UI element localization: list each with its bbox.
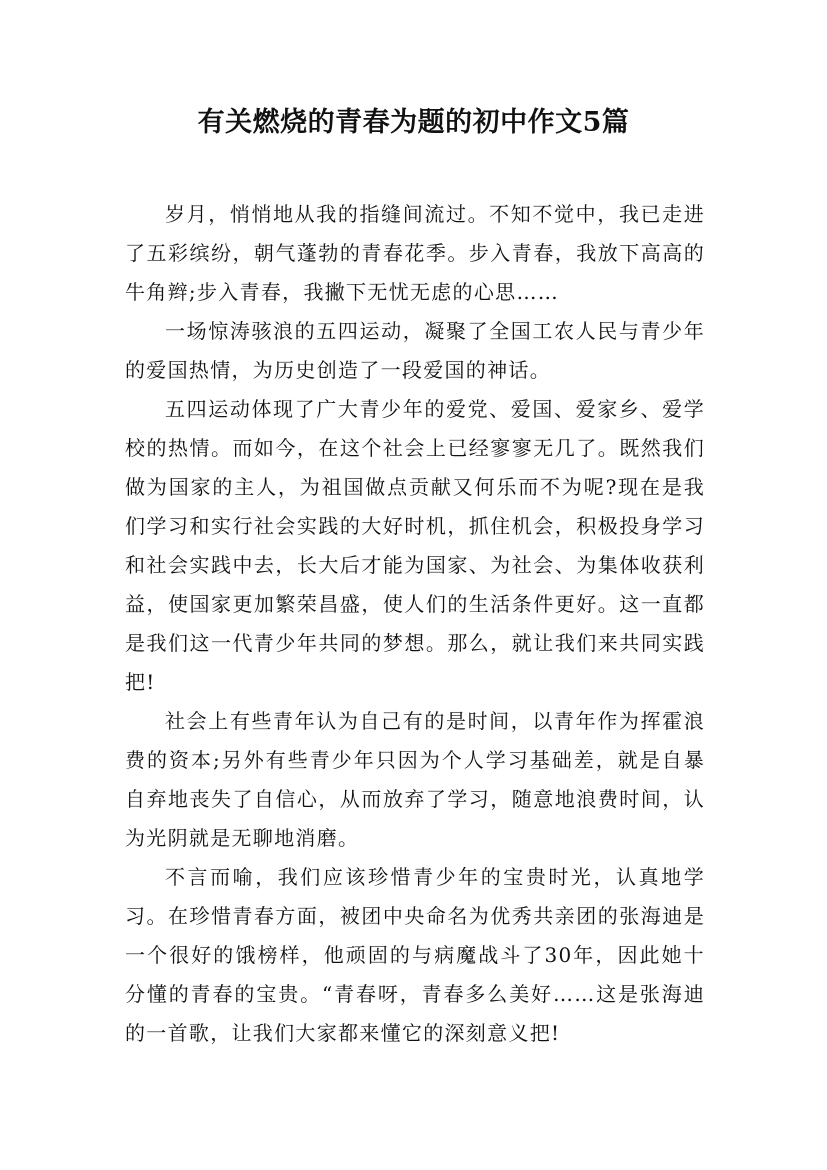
paragraph-2: 一场惊涛骇浪的五四运动，凝聚了全国工农人民与青少年的爱国热情，为历史创造了一段爱国的神话。 — [125, 319, 705, 382]
document-title: 有关燃烧的青春为题的初中作文5篇 — [197, 107, 630, 138]
paragraph-3: 五四运动体现了广大青少年的爱党、爱国、爱家乡、爱学校的热情。而如今，在这个社会上已经寥寥无几了。既然我们做为国家的主人，为祖国做点贡献又何乐而不为呢?现在是我们学习和实行社会实践的大好时机，抓住机会，积极投身学习和社会实践中去，长大后才能为国家、为社会、为集体收获利益，使国家更加繁荣昌盛，使人们的生活条件更好。这一直都是我们这一代青少年共同的梦想。那么，就让我们来共同实践把! — [125, 397, 705, 694]
paragraph-4: 社会上有些青年认为自己有的是时间，以青年作为挥霍浪费的资本;另外有些青少年只因为个人学习基础差，就是自暴自弃地丧失了自信心，从而放弃了学习，随意地浪费时间，认为光阴就是无聊地消磨。 — [125, 709, 705, 850]
paragraph-5: 不言而喻，我们应该珍惜青少年的宝贵时光，认真地学习。在珍惜青春方面，被团中央命名为优秀共亲团的张海迪是一个很好的饿榜样，他顽固的与病魔战斗了30年，因此她十分懂的青春的宝贵。“青春呀，青春多么美好……这是张海迪的一首歌，让我们大家都来懂它的深刻意义把! — [125, 865, 705, 1045]
document-body — [125, 195, 705, 1053]
paragraph-1: 岁月，悄悄地从我的指缝间流过。不知不觉中，我已走进了五彩缤纷，朝气蓬勃的青春花季。步入青春，我放下高高的牛角辫;步入青春，我撇下无忧无虑的心思…… — [125, 202, 705, 304]
